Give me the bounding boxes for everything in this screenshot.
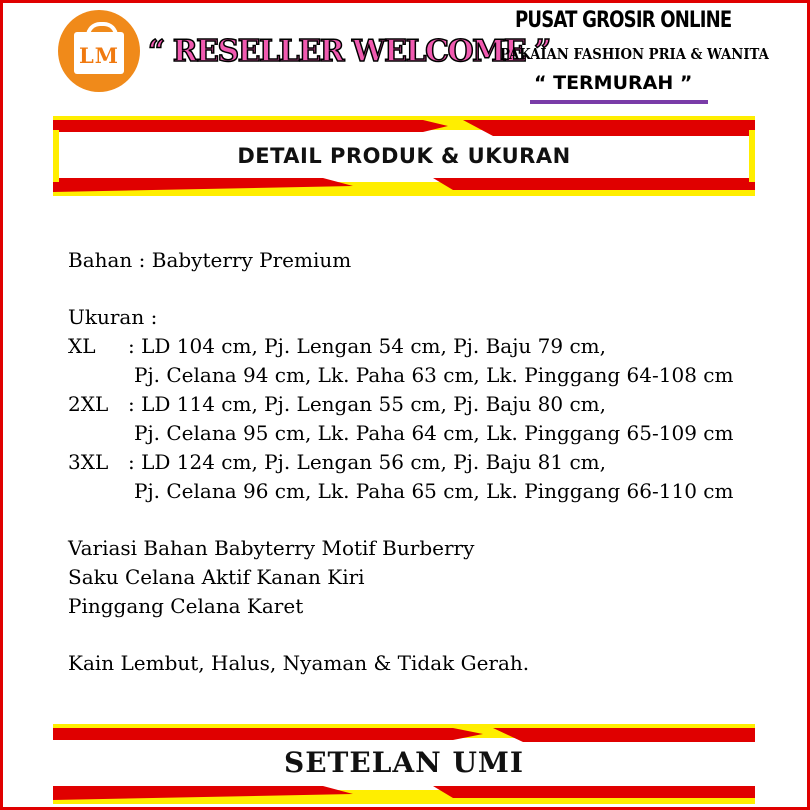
pusat-grosir-heading: PUSAT GROSIR ONLINE <box>515 8 732 33</box>
closing-text: Kain Lembut, Halus, Nyaman & Tidak Gerah. <box>68 651 530 675</box>
size-measurements: : LD 124 cm, Pj. Lengan 56 cm, Pj. Baju 81 cm, <box>128 450 606 474</box>
size-row-3xl <box>68 448 733 477</box>
ukuran-heading: Ukuran : <box>68 305 158 329</box>
detail-produk-banner <box>53 116 755 196</box>
bahan-text: Bahan : Babyterry Premium <box>68 248 352 272</box>
reseller-welcome-title: “ RESELLER WELCOME ” <box>148 34 550 69</box>
feature-item: Pinggang Celana Karet <box>68 594 304 618</box>
size-label: XL <box>68 334 96 358</box>
tagline-underline <box>530 100 708 104</box>
size-measurements-2: Pj. Celana 94 cm, Lk. Paha 63 cm, Lk. Pinggang 64-108 cm <box>134 363 734 387</box>
setelan-umi-banner <box>53 724 755 804</box>
termurah-tagline: “ TERMURAH ” <box>534 72 693 94</box>
feature-item: Saku Celana Aktif Kanan Kiri <box>68 565 365 589</box>
size-row-2xl <box>68 390 733 419</box>
size-label: 3XL <box>68 450 109 474</box>
product-details <box>68 246 733 678</box>
size-measurements-2: Pj. Celana 95 cm, Lk. Paha 64 cm, Lk. Pinggang 65-109 cm <box>134 421 734 445</box>
logo-text: LM <box>78 43 119 68</box>
feature-item: Variasi Bahan Babyterry Motif Burberry <box>68 536 475 560</box>
size-row-xl <box>68 332 733 361</box>
banner-title: DETAIL PRODUK & UKURAN <box>237 144 571 168</box>
lm-logo <box>58 10 140 92</box>
size-measurements: : LD 104 cm, Pj. Lengan 54 cm, Pj. Baju 79 cm, <box>128 334 606 358</box>
pakaian-fashion-subheading: PAKAIAN FASHION PRIA & WANITA <box>500 45 769 63</box>
size-measurements-2: Pj. Celana 96 cm, Lk. Paha 65 cm, Lk. Pinggang 66-110 cm <box>134 479 734 503</box>
banner-title: SETELAN UMI <box>283 746 524 779</box>
size-measurements: : LD 114 cm, Pj. Lengan 55 cm, Pj. Baju 80 cm, <box>128 392 606 416</box>
size-label: 2XL <box>68 392 109 416</box>
